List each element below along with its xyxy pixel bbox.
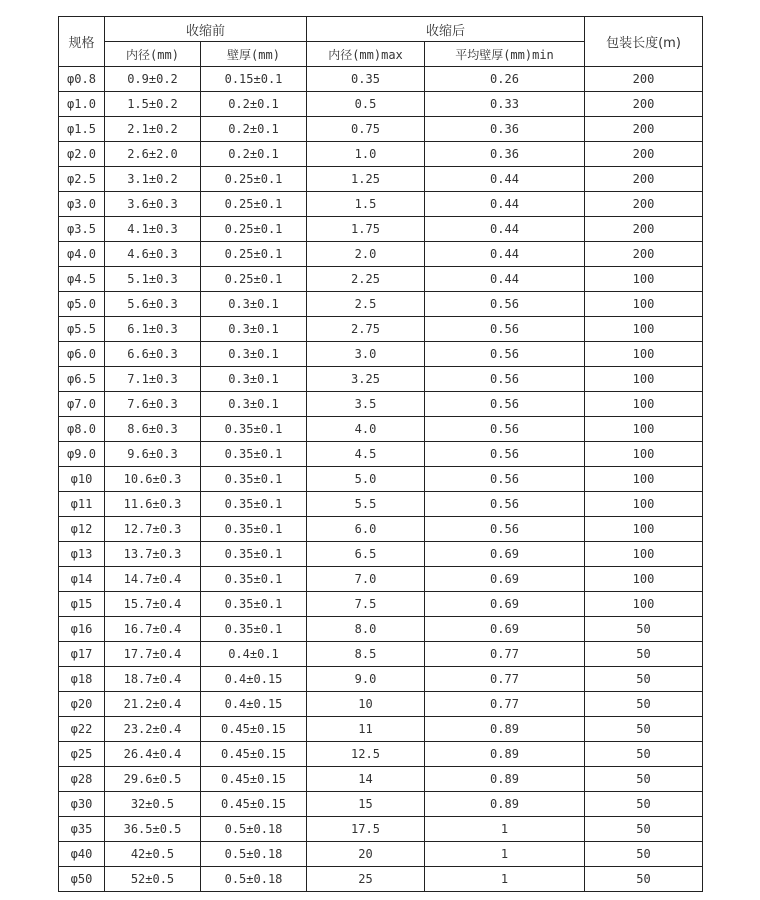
cell-package-length: 50 xyxy=(585,667,703,692)
cell-after-inner-diameter: 10 xyxy=(307,692,425,717)
cell-after-inner-diameter: 20 xyxy=(307,842,425,867)
cell-before-inner-diameter: 3.6±0.3 xyxy=(105,192,201,217)
cell-spec: φ1.5 xyxy=(59,117,105,142)
table-row xyxy=(59,667,703,692)
header-spec: 规格 xyxy=(59,17,105,67)
cell-before-wall-thickness: 0.35±0.1 xyxy=(201,417,307,442)
table-row xyxy=(59,67,703,92)
cell-before-inner-diameter: 2.1±0.2 xyxy=(105,117,201,142)
cell-before-wall-thickness: 0.3±0.1 xyxy=(201,367,307,392)
cell-spec: φ40 xyxy=(59,842,105,867)
cell-after-wall-thickness: 0.56 xyxy=(425,442,585,467)
cell-before-inner-diameter: 1.5±0.2 xyxy=(105,92,201,117)
cell-spec: φ12 xyxy=(59,517,105,542)
cell-spec: φ8.0 xyxy=(59,417,105,442)
cell-spec: φ4.0 xyxy=(59,242,105,267)
cell-after-wall-thickness: 0.69 xyxy=(425,567,585,592)
cell-spec: φ6.0 xyxy=(59,342,105,367)
table-row xyxy=(59,192,703,217)
cell-before-wall-thickness: 0.25±0.1 xyxy=(201,167,307,192)
cell-package-length: 50 xyxy=(585,867,703,892)
cell-after-wall-thickness: 0.56 xyxy=(425,317,585,342)
cell-before-inner-diameter: 29.6±0.5 xyxy=(105,767,201,792)
cell-spec: φ5.0 xyxy=(59,292,105,317)
table-row xyxy=(59,517,703,542)
cell-before-wall-thickness: 0.3±0.1 xyxy=(201,392,307,417)
table-row xyxy=(59,92,703,117)
cell-before-wall-thickness: 0.35±0.1 xyxy=(201,467,307,492)
header-length: 包装长度(m) xyxy=(585,17,703,67)
table-row xyxy=(59,542,703,567)
cell-before-inner-diameter: 12.7±0.3 xyxy=(105,517,201,542)
cell-package-length: 100 xyxy=(585,492,703,517)
cell-before-inner-diameter: 10.6±0.3 xyxy=(105,467,201,492)
cell-spec: φ17 xyxy=(59,642,105,667)
cell-after-wall-thickness: 0.56 xyxy=(425,492,585,517)
header-after-wall-thickness: 平均壁厚(mm)min xyxy=(425,42,585,67)
cell-package-length: 100 xyxy=(585,267,703,292)
cell-before-inner-diameter: 7.6±0.3 xyxy=(105,392,201,417)
cell-package-length: 100 xyxy=(585,542,703,567)
cell-spec: φ10 xyxy=(59,467,105,492)
cell-package-length: 100 xyxy=(585,292,703,317)
cell-before-inner-diameter: 32±0.5 xyxy=(105,792,201,817)
table-row xyxy=(59,842,703,867)
table-row xyxy=(59,642,703,667)
table-row xyxy=(59,692,703,717)
cell-before-wall-thickness: 0.2±0.1 xyxy=(201,117,307,142)
cell-spec: φ30 xyxy=(59,792,105,817)
cell-after-inner-diameter: 2.5 xyxy=(307,292,425,317)
cell-package-length: 50 xyxy=(585,817,703,842)
cell-before-inner-diameter: 9.6±0.3 xyxy=(105,442,201,467)
cell-package-length: 50 xyxy=(585,742,703,767)
cell-after-wall-thickness: 0.44 xyxy=(425,192,585,217)
cell-package-length: 100 xyxy=(585,442,703,467)
cell-after-wall-thickness: 0.77 xyxy=(425,667,585,692)
cell-before-wall-thickness: 0.3±0.1 xyxy=(201,342,307,367)
cell-before-inner-diameter: 52±0.5 xyxy=(105,867,201,892)
table-row xyxy=(59,292,703,317)
cell-after-inner-diameter: 9.0 xyxy=(307,667,425,692)
table-row xyxy=(59,792,703,817)
cell-before-inner-diameter: 5.6±0.3 xyxy=(105,292,201,317)
cell-after-inner-diameter: 5.0 xyxy=(307,467,425,492)
header-after-inner-diameter: 内径(mm)max xyxy=(307,42,425,67)
cell-after-inner-diameter: 2.75 xyxy=(307,317,425,342)
cell-before-wall-thickness: 0.35±0.1 xyxy=(201,617,307,642)
header-after: 收缩后 xyxy=(307,17,585,42)
cell-after-inner-diameter: 11 xyxy=(307,717,425,742)
cell-spec: φ11 xyxy=(59,492,105,517)
cell-spec: φ7.0 xyxy=(59,392,105,417)
cell-spec: φ28 xyxy=(59,767,105,792)
cell-before-wall-thickness: 0.4±0.1 xyxy=(201,642,307,667)
table-row xyxy=(59,417,703,442)
cell-before-wall-thickness: 0.35±0.1 xyxy=(201,542,307,567)
header-before-wall-thickness: 壁厚(mm) xyxy=(201,42,307,67)
cell-before-inner-diameter: 11.6±0.3 xyxy=(105,492,201,517)
cell-before-wall-thickness: 0.5±0.18 xyxy=(201,817,307,842)
cell-package-length: 200 xyxy=(585,167,703,192)
table-row xyxy=(59,117,703,142)
cell-before-inner-diameter: 8.6±0.3 xyxy=(105,417,201,442)
cell-before-inner-diameter: 5.1±0.3 xyxy=(105,267,201,292)
cell-before-wall-thickness: 0.3±0.1 xyxy=(201,292,307,317)
cell-before-inner-diameter: 17.7±0.4 xyxy=(105,642,201,667)
table-body xyxy=(59,67,703,892)
table-row xyxy=(59,717,703,742)
table-row xyxy=(59,867,703,892)
cell-after-wall-thickness: 0.44 xyxy=(425,167,585,192)
cell-spec: φ3.0 xyxy=(59,192,105,217)
cell-after-inner-diameter: 3.0 xyxy=(307,342,425,367)
cell-after-wall-thickness: 0.36 xyxy=(425,142,585,167)
cell-after-wall-thickness: 1 xyxy=(425,867,585,892)
cell-package-length: 50 xyxy=(585,617,703,642)
spec-table xyxy=(58,16,703,892)
table-row xyxy=(59,617,703,642)
cell-after-inner-diameter: 6.5 xyxy=(307,542,425,567)
cell-after-inner-diameter: 0.35 xyxy=(307,67,425,92)
table-row xyxy=(59,442,703,467)
cell-before-inner-diameter: 4.1±0.3 xyxy=(105,217,201,242)
cell-before-inner-diameter: 7.1±0.3 xyxy=(105,367,201,392)
cell-spec: φ3.5 xyxy=(59,217,105,242)
cell-package-length: 200 xyxy=(585,67,703,92)
cell-spec: φ2.5 xyxy=(59,167,105,192)
cell-package-length: 100 xyxy=(585,517,703,542)
cell-spec: φ50 xyxy=(59,867,105,892)
cell-spec: φ5.5 xyxy=(59,317,105,342)
cell-before-wall-thickness: 0.35±0.1 xyxy=(201,517,307,542)
cell-before-wall-thickness: 0.3±0.1 xyxy=(201,317,307,342)
cell-after-wall-thickness: 0.56 xyxy=(425,292,585,317)
cell-package-length: 200 xyxy=(585,117,703,142)
cell-after-inner-diameter: 3.25 xyxy=(307,367,425,392)
cell-before-wall-thickness: 0.45±0.15 xyxy=(201,717,307,742)
cell-after-inner-diameter: 7.0 xyxy=(307,567,425,592)
cell-before-wall-thickness: 0.25±0.1 xyxy=(201,217,307,242)
table-row xyxy=(59,317,703,342)
cell-spec: φ22 xyxy=(59,717,105,742)
cell-after-wall-thickness: 0.44 xyxy=(425,267,585,292)
cell-after-inner-diameter: 2.0 xyxy=(307,242,425,267)
cell-after-wall-thickness: 0.26 xyxy=(425,67,585,92)
cell-package-length: 50 xyxy=(585,842,703,867)
table-row xyxy=(59,242,703,267)
cell-before-wall-thickness: 0.35±0.1 xyxy=(201,492,307,517)
cell-before-wall-thickness: 0.25±0.1 xyxy=(201,192,307,217)
table-row xyxy=(59,392,703,417)
cell-after-inner-diameter: 3.5 xyxy=(307,392,425,417)
cell-before-wall-thickness: 0.45±0.15 xyxy=(201,742,307,767)
cell-before-inner-diameter: 13.7±0.3 xyxy=(105,542,201,567)
table-row xyxy=(59,492,703,517)
cell-spec: φ18 xyxy=(59,667,105,692)
cell-package-length: 100 xyxy=(585,417,703,442)
cell-package-length: 100 xyxy=(585,317,703,342)
cell-after-inner-diameter: 4.0 xyxy=(307,417,425,442)
cell-after-wall-thickness: 1 xyxy=(425,817,585,842)
table-row xyxy=(59,167,703,192)
cell-package-length: 200 xyxy=(585,192,703,217)
cell-after-wall-thickness: 0.56 xyxy=(425,417,585,442)
cell-package-length: 50 xyxy=(585,692,703,717)
cell-before-wall-thickness: 0.35±0.1 xyxy=(201,567,307,592)
table-row xyxy=(59,767,703,792)
cell-after-wall-thickness: 0.33 xyxy=(425,92,585,117)
cell-package-length: 50 xyxy=(585,717,703,742)
cell-after-inner-diameter: 1.25 xyxy=(307,167,425,192)
cell-before-wall-thickness: 0.25±0.1 xyxy=(201,242,307,267)
cell-before-wall-thickness: 0.35±0.1 xyxy=(201,592,307,617)
cell-spec: φ1.0 xyxy=(59,92,105,117)
cell-package-length: 100 xyxy=(585,592,703,617)
cell-spec: φ2.0 xyxy=(59,142,105,167)
table-row xyxy=(59,467,703,492)
cell-before-inner-diameter: 21.2±0.4 xyxy=(105,692,201,717)
cell-after-wall-thickness: 0.89 xyxy=(425,767,585,792)
cell-package-length: 50 xyxy=(585,792,703,817)
cell-after-wall-thickness: 0.44 xyxy=(425,217,585,242)
cell-spec: φ6.5 xyxy=(59,367,105,392)
table-row xyxy=(59,367,703,392)
cell-before-wall-thickness: 0.45±0.15 xyxy=(201,792,307,817)
table-row xyxy=(59,592,703,617)
cell-after-wall-thickness: 0.89 xyxy=(425,742,585,767)
cell-package-length: 100 xyxy=(585,392,703,417)
cell-after-inner-diameter: 8.5 xyxy=(307,642,425,667)
cell-before-wall-thickness: 0.2±0.1 xyxy=(201,142,307,167)
table-row xyxy=(59,817,703,842)
cell-before-inner-diameter: 0.9±0.2 xyxy=(105,67,201,92)
cell-package-length: 100 xyxy=(585,567,703,592)
cell-package-length: 100 xyxy=(585,467,703,492)
cell-after-inner-diameter: 0.75 xyxy=(307,117,425,142)
cell-after-inner-diameter: 1.75 xyxy=(307,217,425,242)
header-before: 收缩前 xyxy=(105,17,307,42)
cell-spec: φ0.8 xyxy=(59,67,105,92)
cell-after-inner-diameter: 14 xyxy=(307,767,425,792)
cell-package-length: 200 xyxy=(585,242,703,267)
cell-spec: φ4.5 xyxy=(59,267,105,292)
table-row xyxy=(59,267,703,292)
cell-before-inner-diameter: 26.4±0.4 xyxy=(105,742,201,767)
cell-package-length: 100 xyxy=(585,342,703,367)
cell-after-inner-diameter: 4.5 xyxy=(307,442,425,467)
cell-spec: φ16 xyxy=(59,617,105,642)
cell-before-wall-thickness: 0.25±0.1 xyxy=(201,267,307,292)
cell-before-inner-diameter: 42±0.5 xyxy=(105,842,201,867)
cell-before-inner-diameter: 2.6±2.0 xyxy=(105,142,201,167)
cell-package-length: 50 xyxy=(585,767,703,792)
cell-before-inner-diameter: 4.6±0.3 xyxy=(105,242,201,267)
cell-after-inner-diameter: 0.5 xyxy=(307,92,425,117)
cell-spec: φ35 xyxy=(59,817,105,842)
cell-spec: φ13 xyxy=(59,542,105,567)
cell-spec: φ20 xyxy=(59,692,105,717)
cell-after-wall-thickness: 0.56 xyxy=(425,342,585,367)
cell-spec: φ25 xyxy=(59,742,105,767)
cell-after-wall-thickness: 0.56 xyxy=(425,367,585,392)
cell-after-wall-thickness: 0.69 xyxy=(425,542,585,567)
cell-after-inner-diameter: 2.25 xyxy=(307,267,425,292)
cell-before-wall-thickness: 0.4±0.15 xyxy=(201,692,307,717)
cell-after-inner-diameter: 1.5 xyxy=(307,192,425,217)
cell-after-wall-thickness: 0.36 xyxy=(425,117,585,142)
cell-before-wall-thickness: 0.35±0.1 xyxy=(201,442,307,467)
table-row xyxy=(59,567,703,592)
cell-package-length: 50 xyxy=(585,642,703,667)
cell-before-inner-diameter: 14.7±0.4 xyxy=(105,567,201,592)
cell-after-inner-diameter: 15 xyxy=(307,792,425,817)
cell-spec: φ14 xyxy=(59,567,105,592)
cell-before-wall-thickness: 0.15±0.1 xyxy=(201,67,307,92)
cell-package-length: 100 xyxy=(585,367,703,392)
cell-package-length: 200 xyxy=(585,217,703,242)
cell-package-length: 200 xyxy=(585,92,703,117)
cell-after-wall-thickness: 0.69 xyxy=(425,617,585,642)
header-row-top xyxy=(59,17,703,42)
cell-before-inner-diameter: 6.1±0.3 xyxy=(105,317,201,342)
cell-before-inner-diameter: 3.1±0.2 xyxy=(105,167,201,192)
cell-before-inner-diameter: 15.7±0.4 xyxy=(105,592,201,617)
cell-after-inner-diameter: 1.0 xyxy=(307,142,425,167)
cell-after-wall-thickness: 0.77 xyxy=(425,692,585,717)
cell-before-inner-diameter: 18.7±0.4 xyxy=(105,667,201,692)
table-row xyxy=(59,142,703,167)
cell-after-inner-diameter: 6.0 xyxy=(307,517,425,542)
cell-after-wall-thickness: 0.89 xyxy=(425,717,585,742)
cell-before-inner-diameter: 23.2±0.4 xyxy=(105,717,201,742)
cell-after-inner-diameter: 7.5 xyxy=(307,592,425,617)
cell-after-wall-thickness: 0.77 xyxy=(425,642,585,667)
cell-after-wall-thickness: 0.89 xyxy=(425,792,585,817)
cell-after-wall-thickness: 1 xyxy=(425,842,585,867)
header-before-inner-diameter: 内径(mm) xyxy=(105,42,201,67)
cell-after-wall-thickness: 0.69 xyxy=(425,592,585,617)
cell-before-inner-diameter: 16.7±0.4 xyxy=(105,617,201,642)
cell-after-inner-diameter: 5.5 xyxy=(307,492,425,517)
table-row xyxy=(59,342,703,367)
cell-spec: φ9.0 xyxy=(59,442,105,467)
table-row xyxy=(59,742,703,767)
cell-after-wall-thickness: 0.56 xyxy=(425,392,585,417)
cell-before-wall-thickness: 0.5±0.18 xyxy=(201,842,307,867)
cell-before-inner-diameter: 36.5±0.5 xyxy=(105,817,201,842)
cell-after-wall-thickness: 0.56 xyxy=(425,467,585,492)
cell-after-inner-diameter: 8.0 xyxy=(307,617,425,642)
cell-package-length: 200 xyxy=(585,142,703,167)
cell-before-wall-thickness: 0.45±0.15 xyxy=(201,767,307,792)
cell-before-wall-thickness: 0.4±0.15 xyxy=(201,667,307,692)
table-row xyxy=(59,217,703,242)
cell-before-inner-diameter: 6.6±0.3 xyxy=(105,342,201,367)
cell-spec: φ15 xyxy=(59,592,105,617)
cell-after-inner-diameter: 17.5 xyxy=(307,817,425,842)
cell-after-wall-thickness: 0.56 xyxy=(425,517,585,542)
cell-after-inner-diameter: 12.5 xyxy=(307,742,425,767)
cell-before-wall-thickness: 0.2±0.1 xyxy=(201,92,307,117)
cell-after-inner-diameter: 25 xyxy=(307,867,425,892)
cell-after-wall-thickness: 0.44 xyxy=(425,242,585,267)
cell-before-wall-thickness: 0.5±0.18 xyxy=(201,867,307,892)
